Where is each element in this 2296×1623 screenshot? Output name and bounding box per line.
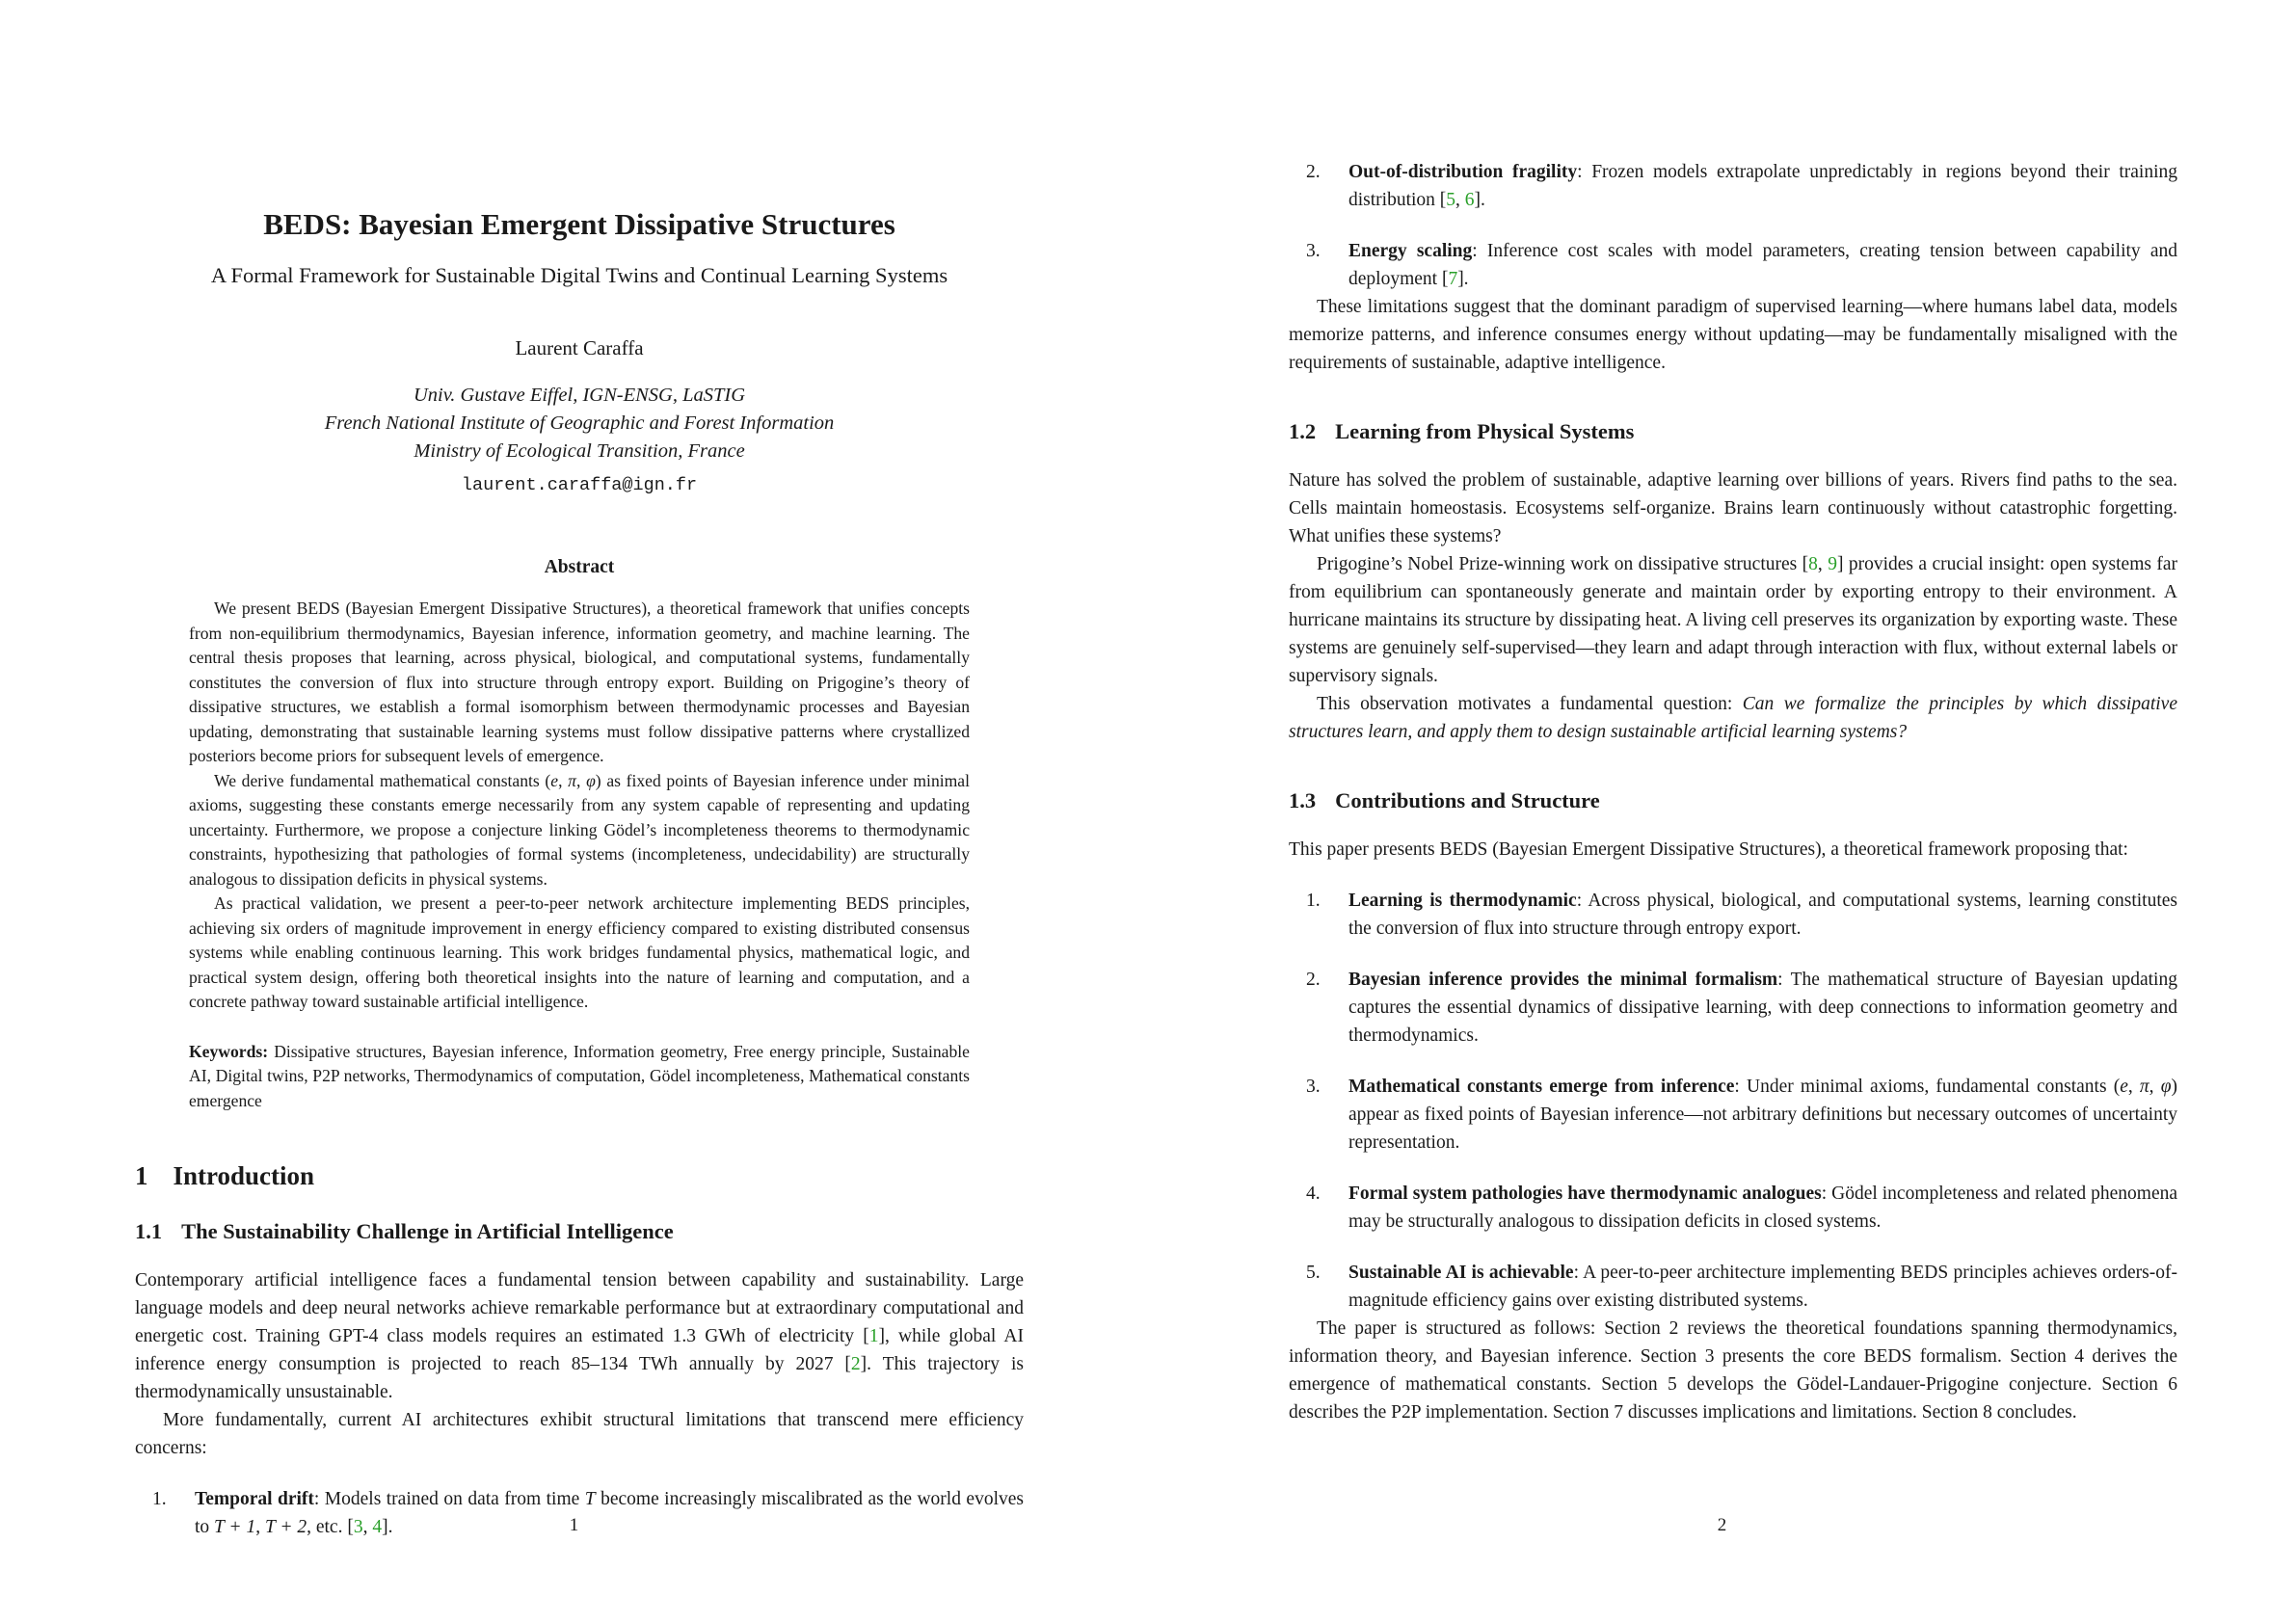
text-run: : Frozen models extrapolate unpredictably in regions beyond their training distribution [: [1348, 162, 2177, 210]
subsection-heading-1-3: [1289, 786, 2177, 814]
text-run: ,: [255, 1517, 265, 1537]
paragraph: [135, 1266, 1024, 1406]
list-item-number: 1.: [1306, 891, 1321, 911]
citation-link[interactable]: 2: [850, 1354, 861, 1374]
paragraph: Nature has solved the problem of sustainable, adaptive learning over billions of years. Rivers find paths to the sea. Cells maintain homeostasis. Ecosystems self-organize. Brains learn continuously without catastrophic forgetting. What unifies these systems?: [1289, 470, 2177, 546]
author-email: laurent.caraffa@ign.fr: [461, 475, 698, 495]
text-run: T: [584, 1489, 596, 1509]
text-run: Prigogine’s Nobel Prize-winning work on dissipative structures [: [1317, 554, 1809, 574]
text-run: Out-of-distribution fragility: [1348, 162, 1578, 182]
citation-link[interactable]: 4: [372, 1517, 383, 1537]
text-run: Energy scaling: [1348, 241, 1473, 261]
abstract-body: [189, 597, 970, 1015]
subsection-number: 1.2: [1289, 419, 1317, 443]
text-run: become increasingly miscalibrated as the world evolves to: [195, 1489, 1024, 1537]
page-2-column: [1289, 0, 2177, 1426]
list-item: [1289, 1073, 2177, 1157]
text-run: ]. This trajectory is thermodynamically unsustainable.: [135, 1354, 1024, 1402]
list-item-text: [1348, 970, 2177, 1046]
subsection-number: 1.1: [135, 1219, 163, 1243]
text-run: ) appear as fixed points of Bayesian inference—not arbitrary definitions but necessary outcomes of uncertainty representation.: [1348, 1077, 2177, 1153]
text-run: T + 2: [264, 1517, 307, 1537]
subsection-title: Contributions and Structure: [1335, 788, 1600, 812]
text-run: We derive fundamental mathematical constants (: [214, 770, 551, 790]
paragraph: These limitations suggest that the dominant paradigm of supervised learning—where humans label data, models memorize patterns, and inference consumes energy without updating—may be fundamentally misaligned with the requirements of sustainable, adaptive intelligence.: [1289, 297, 2177, 373]
text-run: ) as fixed points of Bayesian inference under minimal axioms, suggesting these constants emerge necessarily from any system capable of representing and updating uncertainty. Furthermore, we propose a conjecture linking Gödel’s incompleteness theorems to thermodynamic constraints, hypothesizing that pathologies of formal systems (incompleteness, undecidability) are structurally analogous to dissipation deficits in physical systems.: [189, 770, 971, 889]
text-run: , etc. [: [307, 1517, 354, 1537]
text-run: ] provides a crucial insight: open systems far from equilibrium can spontaneously generate and maintain order by exporting entropy to their environment. A hurricane maintains its structure by dissipating heat. A living cell preserves its organization by exporting waste. These systems are genuinely self-supervised—they learn and adapt through interaction with flux, without external labels or supervisory signals.: [1289, 554, 2178, 686]
text-run: Keywords:: [189, 1041, 275, 1061]
paper-subtitle: A Formal Framework for Sustainable Digital Twins and Continual Learning Systems: [210, 263, 948, 287]
text-run: ].: [382, 1517, 393, 1537]
text-run: e: [550, 770, 559, 790]
text-run: : Models trained on data from time: [313, 1489, 585, 1509]
paragraph: This paper presents BEDS (Bayesian Emergent Dissipative Structures), a theoretical framework proposing that:: [1289, 839, 2128, 860]
text-run: As practical validation, we present a peer-to-peer network architecture implementing BEDS principles, achieving six orders of magnitude improvement in energy efficiency compared to existing distributed consensus systems while enabling continuous learning. This work bridges fundamental physics, mathematical logic, and practical system design, offering both theoretical insights into the nature of learning and computation, and a concrete pathway toward sustainable artificial intelligence.: [189, 893, 970, 1011]
text-run: π: [2139, 1077, 2149, 1097]
citation-link[interactable]: 9: [1828, 554, 1837, 574]
text-run: φ: [2160, 1077, 2172, 1097]
text-run: This observation motivates a fundamental question:: [1317, 694, 1743, 714]
citation-link[interactable]: 5: [1446, 190, 1456, 210]
text-run: : Across physical, biological, and computational systems, learning constitutes the conversion of flux into structure through entropy export.: [1348, 891, 2177, 939]
author-name: Laurent Caraffa: [515, 336, 644, 359]
list-item: [1289, 887, 2177, 943]
text-run: Temporal drift: [195, 1489, 314, 1509]
list-item-text: [1348, 162, 2177, 210]
text-run: Contemporary artificial intelligence faces a fundamental tension between capability and sustainability. Large language models and deep neural networks achieve remarkable performance but at extraordinary computational and energetic cost. Training GPT-4 class models requires an estimated 1.3 GWh of electricity [: [135, 1270, 1024, 1346]
paragraph: The paper is structured as follows: Section 2 reviews the theoretical foundations spanning thermodynamics, information theory, and Bayesian inference. Section 3 presents the core BEDS formalism. Section 4 derives the emergence of mathematical constants. Section 5 develops the Gödel-Landauer-Prigogine conjecture. Section 6 describes the P2P implementation. Section 7 discusses implications and limitations. Section 8 concludes.: [1289, 1318, 2177, 1423]
section-title: Introduction: [173, 1161, 315, 1190]
text-run: Sustainable AI is achievable: [1348, 1263, 1574, 1283]
text-run: ], while global AI inference energy consumption is projected to reach 85–134 TWh annually by 2027 [: [135, 1326, 1024, 1374]
list-item-number: 4.: [1306, 1184, 1321, 1204]
text-run: Dissipative structures, Bayesian inference, Information geometry, Free energy principle, Sustainable AI, Digital twins, P2P networks, Thermodynamics of computation, Gödel incompleteness, Mathematical constants emergence: [189, 1041, 970, 1110]
citation-link[interactable]: 1: [868, 1326, 879, 1346]
abstract-paragraph: [189, 597, 970, 769]
affiliation-line: French National Institute of Geographic and Forest Information: [324, 412, 835, 434]
subsection-heading-1-2: [1289, 417, 2177, 445]
text-run: Mathematical constants emerge from inference: [1348, 1077, 1735, 1097]
text-run: Learning is thermodynamic: [1348, 891, 1577, 911]
section-heading-introduction: [135, 1159, 1024, 1192]
list-item-number: 2.: [1306, 162, 1321, 182]
page-1-column: [135, 0, 1024, 1541]
page-1-number: 1: [569, 1515, 579, 1535]
text-run: : Gödel incompleteness and related phenomena may be structurally analogous to dissipation deficits in closed systems.: [1348, 1184, 2177, 1232]
page-2-number: 2: [1717, 1515, 1727, 1535]
list-item-text: [1348, 1184, 2177, 1232]
text-run: ,: [576, 770, 587, 790]
paragraph: [1289, 550, 2177, 690]
paper-title: BEDS: Bayesian Emergent Dissipative Structures: [263, 207, 895, 241]
affiliation-line: Univ. Gustave Eiffel, IGN-ENSG, LaSTIG: [413, 385, 746, 406]
text-run: Bayesian inference provides the minimal formalism: [1348, 970, 1778, 990]
list-item: [1289, 1180, 2177, 1236]
text-run: ].: [1457, 269, 1469, 289]
list-item-number: 3.: [1306, 1077, 1321, 1097]
citation-link[interactable]: 7: [1448, 269, 1458, 289]
text-run: : The mathematical structure of Bayesian updating captures the essential dynamics of dissipative learning, with deep connections to information geometry and thermodynamics.: [1348, 970, 2177, 1046]
abstract-paragraph: [189, 891, 970, 1015]
text-run: π: [568, 770, 576, 790]
abstract-paragraph: [189, 769, 970, 892]
text-run: We present BEDS (Bayesian Emergent Dissipative Structures), a theoretical framework that unifies concepts from non-equilibrium thermodynamics, Bayesian inference, information geometry, and machine learning. The central thesis proposes that learning, across physical, biological, and computational systems, fundamentally constitutes the conversion of flux into structure through entropy export. Building on Prigogine’s theory of dissipative structures, we establish a formal isomorphism between thermodynamic processes and Bayesian updating, demonstrating that sustainable learning systems must follow dissipative patterns where crystallized posteriors become priors for subsequent levels of emergence.: [189, 599, 970, 765]
list-item-number: 5.: [1306, 1263, 1321, 1283]
subsection-title: The Sustainability Challenge in Artificial Intelligence: [181, 1219, 674, 1243]
citation-link[interactable]: 3: [353, 1517, 363, 1537]
list-item-number: 3.: [1306, 241, 1321, 261]
affiliation-line: Ministry of Ecological Transition, France: [414, 440, 745, 462]
list-item-number: 1.: [152, 1489, 167, 1509]
text-run: : Inference cost scales with model parameters, creating tension between capability and deployment [: [1348, 241, 2177, 289]
list-item-text: [1348, 241, 2177, 289]
text-run: Formal system pathologies have thermodynamic analogues: [1348, 1184, 1822, 1204]
list-item-text: [1348, 1263, 2177, 1311]
list-item: [1289, 1259, 2177, 1315]
paragraph: [1289, 690, 2177, 746]
text-run: ,: [1817, 554, 1829, 574]
list-item: [1289, 237, 2177, 293]
text-run: : Under minimal axioms, fundamental constants (: [1734, 1077, 2121, 1097]
text-run: ,: [558, 770, 569, 790]
text-run: Can we formalize the principles by which dissipative structures learn, and apply them to design sustainable artificial learning systems?: [1289, 694, 2177, 742]
list-item: [1289, 966, 2177, 1050]
list-item-number: 2.: [1306, 970, 1321, 990]
list-item: [1289, 158, 2177, 214]
text-run: ,: [1455, 190, 1465, 210]
text-run: ,: [2127, 1077, 2140, 1097]
keywords-paragraph: [189, 1040, 970, 1114]
text-run: : A peer-to-peer architecture implementing BEDS principles achieves orders-of-magnitude efficiency gains over existing distributed systems.: [1348, 1263, 2177, 1311]
citation-link[interactable]: 8: [1808, 554, 1818, 574]
text-run: φ: [586, 770, 596, 790]
text-run: ,: [2149, 1077, 2161, 1097]
page-2: [1148, 0, 2296, 1623]
section-number: 1: [135, 1161, 148, 1190]
list-item-text: [1348, 891, 2177, 939]
paragraph: More fundamentally, current AI architectures exhibit structural limitations that transcend mere efficiency concerns:: [135, 1410, 1024, 1458]
text-run: ].: [1474, 190, 1485, 210]
citation-link[interactable]: 6: [1464, 190, 1475, 210]
subsection-heading-1-1: [135, 1217, 1024, 1245]
list-item-text: [1348, 1077, 2177, 1153]
subsection-title: Learning from Physical Systems: [1335, 419, 1635, 443]
text-run: e: [2120, 1077, 2128, 1097]
text-run: T + 1: [214, 1517, 256, 1537]
text-run: ,: [362, 1517, 373, 1537]
abstract-heading: Abstract: [544, 557, 615, 577]
subsection-number: 1.3: [1289, 788, 1317, 812]
